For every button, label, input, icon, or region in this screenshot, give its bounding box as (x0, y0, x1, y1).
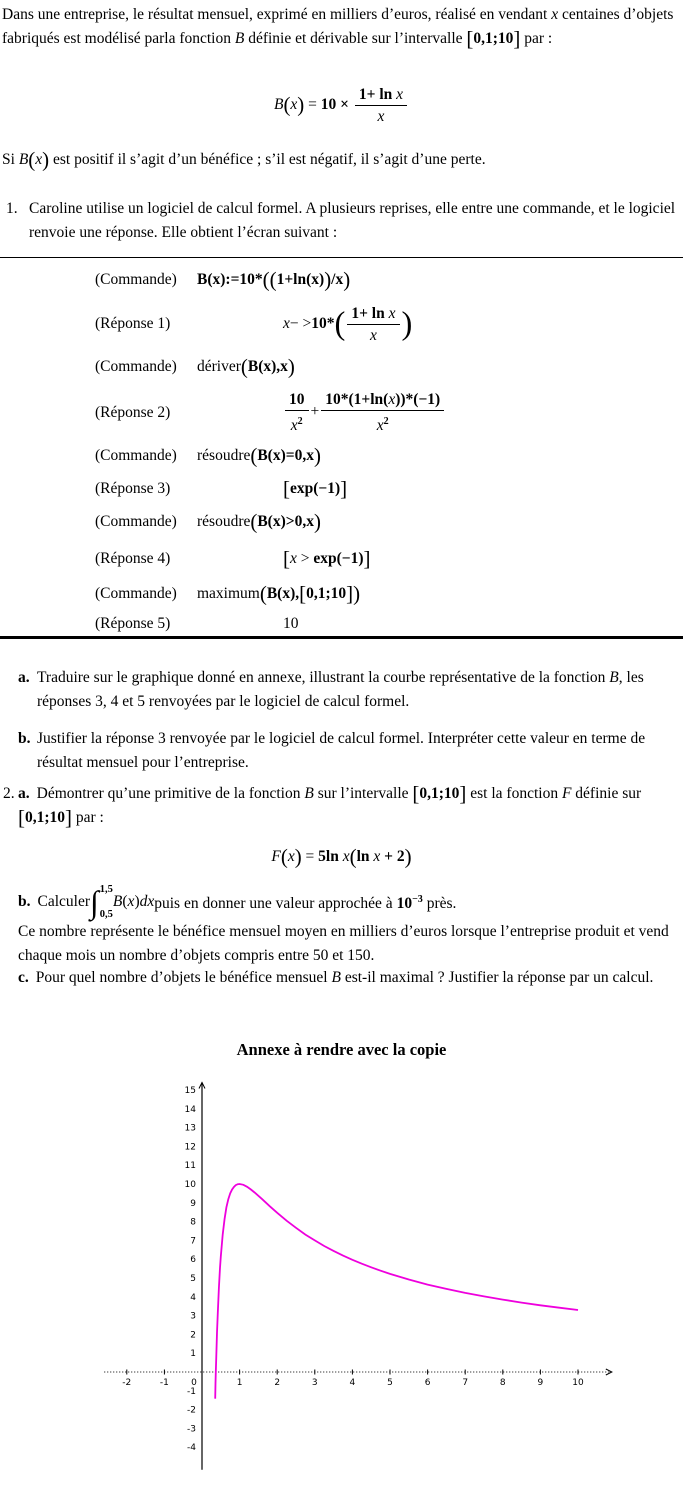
text-run: x (551, 6, 559, 23)
y-tick-label: 8 (190, 1217, 196, 1228)
text-run: − > (289, 314, 312, 332)
fraction-denominator (285, 411, 309, 436)
y-tick-label: 3 (190, 1311, 196, 1322)
formula-F-text (271, 844, 412, 869)
text-run: 10*(1+ln( (325, 391, 389, 409)
text-run: ] (363, 546, 371, 571)
response-2-fraction-2 (321, 389, 444, 436)
response-4-formula (283, 547, 370, 571)
integral-body (113, 890, 154, 914)
screen-bottom-rule (0, 636, 683, 639)
text-run: 10 × (320, 96, 353, 114)
y-tick-label: 2 (190, 1330, 196, 1341)
text-run: ) (313, 509, 321, 534)
command-derive-formula (197, 355, 295, 379)
y-tick-label: 11 (184, 1161, 196, 1172)
text-run: ] (459, 781, 467, 806)
open-paren: ( (334, 305, 346, 342)
x-tick-label: 9 (537, 1378, 544, 1388)
text-run: −3 (412, 893, 423, 905)
text-run: Caroline utilise un logiciel de calcul formel. A plusieurs reprises, elle entre une commande, et le logiciel renvoie une réponse. Elle obtient l’écran suivant : (29, 200, 676, 241)
y-tick-label: 1 (190, 1349, 196, 1360)
response-5-formula (283, 612, 299, 636)
question-2c (18, 966, 673, 990)
text-run: Calculer (37, 893, 91, 910)
y-tick-label: -1 (187, 1386, 196, 1397)
command-label: (Commande) (95, 447, 177, 464)
software-row-response-3 (95, 474, 670, 504)
question-1-text (29, 200, 675, 241)
text-run: Pour quel nombre d’objets le bénéfice mensuel (35, 969, 332, 986)
text-run: maximum (197, 585, 260, 602)
fraction-numerator (347, 303, 399, 325)
text-run: dériver (197, 358, 241, 375)
response-1-fraction (347, 303, 399, 346)
y-tick-label: 5 (190, 1274, 196, 1284)
text-run: B(x)>0,x (257, 513, 314, 530)
text-run: x (287, 848, 295, 865)
question-2-number: 2. (3, 785, 15, 802)
question-2b-letter: b. (18, 893, 31, 910)
response-3-formula (283, 477, 347, 501)
software-row-command-solve-eq (95, 442, 670, 470)
text-run: ] (513, 26, 521, 51)
text-run: x (283, 314, 290, 332)
text-run: B(x), (266, 585, 300, 602)
text-run: ))*(−1) (395, 391, 441, 409)
text-run: ( (349, 844, 357, 869)
text-run: puis en donner une valeur approchée à (154, 895, 397, 913)
text-run: 10 (396, 895, 413, 913)
response-1-formula (283, 303, 412, 346)
question-1a-text (37, 669, 644, 710)
question-2a-text (18, 781, 642, 830)
text-run: 10 (289, 391, 305, 409)
software-row-response-4 (95, 544, 670, 574)
text-run: exp(−1) (313, 550, 364, 567)
intro-paragraph (2, 3, 681, 51)
text-run: [ (283, 546, 290, 571)
text-run: 0,1;10 (24, 809, 66, 826)
text-run: x (289, 550, 297, 567)
x-tick-label: 2 (274, 1378, 281, 1388)
question-1a-letter: a. (18, 669, 30, 686)
response-2-formula (283, 389, 446, 436)
text-run: ] (340, 476, 348, 501)
text-run: ) (353, 581, 361, 606)
y-tick-label: 12 (184, 1142, 196, 1153)
text-run: ) (343, 267, 351, 292)
x-tick-label: -2 (122, 1378, 132, 1388)
text-run: B (18, 151, 29, 168)
text-run: 0,1;10 (419, 785, 460, 802)
text-run: ) (42, 147, 50, 172)
y-tick-label: 9 (190, 1198, 196, 1209)
software-row-command-define (95, 266, 670, 294)
text-run: ln (356, 848, 374, 865)
command-label: (Commande) (95, 513, 177, 530)
text-run: /x (331, 271, 344, 288)
command-define-formula (197, 268, 350, 292)
question-1 (6, 197, 683, 245)
question-1b-text (37, 730, 645, 771)
x-tick-label: 4 (349, 1378, 356, 1388)
ce-nombre-paragraph (18, 920, 678, 968)
text-run: ( (280, 844, 288, 869)
close-paren: ) (401, 305, 413, 342)
text-run: ] (65, 805, 72, 830)
command-label: (Commande) (95, 271, 177, 288)
integral-expression (90, 883, 113, 921)
text-run: centaines d’objets fabriqués est modélisé parla fonction (2, 6, 674, 47)
command-maximum-formula (197, 582, 360, 606)
text-run: [ (466, 26, 474, 51)
response-2-label: (Réponse 2) (95, 404, 171, 421)
text-run: F (271, 848, 281, 865)
fraction-denominator (321, 411, 444, 436)
text-run: B(x)=0,x (257, 447, 314, 464)
text-run: est-il maximal ? Justifier la réponse par un calcul. (340, 969, 654, 986)
text-run: x (127, 893, 135, 910)
text-run: (( (262, 267, 277, 292)
text-run: 2 (383, 416, 389, 428)
command-label: (Commande) (95, 358, 177, 375)
text-run: 10 (283, 615, 299, 632)
x-tick-label: 3 (311, 1378, 318, 1388)
fraction-denominator (355, 106, 407, 127)
y-tick-label: 7 (190, 1236, 196, 1247)
text-run: 0,1;10 (306, 585, 347, 602)
text-run: 1+ ln (358, 86, 397, 103)
text-run: 10* (311, 314, 335, 332)
question-2a (3, 781, 680, 830)
text-run: dx (139, 893, 155, 910)
x-tick-label: 10 (572, 1378, 584, 1388)
text-run: Justifier la réponse 3 renvoyée par le logiciel de calcul formel. Interpréter cette valeur en terme de résultat mensuel pour l’entreprise. (37, 730, 646, 771)
y-tick-label: -3 (187, 1424, 196, 1435)
x-tick-label: 8 (499, 1378, 506, 1388)
text-run: ( (283, 92, 291, 117)
text-run: + 2 (380, 848, 405, 865)
text-run: est la fonction (466, 785, 562, 802)
text-run: F (561, 785, 572, 802)
software-row-response-2 (95, 386, 670, 440)
question-2b-pre (38, 890, 91, 914)
text-run: B(x):=10* (197, 271, 263, 288)
text-run: 5ln (318, 848, 343, 865)
text-run: x (388, 304, 396, 322)
text-run: x (377, 108, 385, 125)
command-solve-ineq-formula (197, 510, 321, 534)
text-run: sur l’intervalle (313, 785, 413, 802)
question-2b-post (154, 888, 456, 916)
text-run: 1+ln(x) (276, 271, 325, 288)
text-run: ( (259, 581, 267, 606)
intro-text (2, 6, 674, 51)
y-tick-label: -4 (187, 1443, 196, 1454)
screen-top-rule (0, 257, 683, 258)
text-run: B (112, 893, 123, 910)
text-run: ( (122, 893, 128, 910)
text-run: B (304, 785, 314, 802)
text-run: résoudre (197, 513, 251, 530)
text-run: est positif il s’agit d’un bénéfice ; s’il est négatif, il s’agit d’une perte. (49, 151, 486, 168)
annexe-graph (0, 1065, 683, 1494)
text-run: [ (412, 781, 420, 806)
question-1-number: 1. (6, 200, 18, 217)
text-run: par : (520, 30, 553, 47)
y-tick-label: 4 (190, 1292, 196, 1303)
text-run: x (396, 86, 404, 103)
formula-B-lhs (273, 92, 353, 117)
text-run: ) (134, 893, 140, 910)
formula-F (0, 845, 683, 869)
text-run: ) (297, 92, 305, 117)
text-run: , les réponses 3, 4 et 5 renvoyées par le logiciel de calcul formel. (37, 669, 644, 710)
text-run: ) (404, 844, 412, 869)
response-4-label: (Réponse 4) (95, 550, 171, 567)
text-run: Ce nombre représente le bénéfice mensuel moyen en milliers d’euros lorsque l’entreprise produit et vend chaque mois un nombre d’objets compris entre 50 et 150. (18, 923, 669, 964)
text-run: x (342, 848, 350, 865)
text-run: 1+ ln (351, 304, 389, 322)
text-run: Si (2, 151, 19, 168)
text-run: ( (250, 509, 258, 534)
text-run: résoudre (197, 447, 251, 464)
text-run: [ (18, 805, 25, 830)
software-row-command-maximum (95, 578, 670, 610)
software-row-response-1 (95, 298, 670, 350)
question-2c-letter: c. (18, 969, 29, 986)
text-run: B (609, 669, 619, 686)
benefice-perte-line (2, 148, 681, 172)
text-run: Traduire sur le graphique donné en annexe, illustrant la courbe représentative de la fonction (37, 669, 610, 686)
y-tick-label: 6 (190, 1255, 196, 1266)
text-run: x (388, 391, 396, 409)
text-run: B (273, 96, 284, 114)
text-run: ( (250, 443, 258, 468)
integral-bounds (100, 884, 113, 920)
question-1b (18, 727, 683, 775)
question-1a (18, 666, 683, 714)
question-2b (18, 882, 678, 922)
text-run: [ (299, 581, 307, 606)
text-run: ) (294, 844, 302, 869)
text-run: près. (422, 895, 457, 913)
command-label: (Commande) (95, 585, 177, 602)
software-row-command-solve-ineq (95, 508, 670, 536)
software-row-command-derive (95, 352, 670, 382)
text-run: Démontrer qu’une primitive de la fonction (36, 785, 305, 802)
text-run: x (290, 96, 298, 114)
text-run: x (35, 151, 43, 168)
fraction-numerator (321, 389, 444, 411)
text-run: ) (313, 443, 321, 468)
response-3-label: (Réponse 3) (95, 480, 171, 497)
integral-upper-bound: 1,5 (99, 884, 113, 895)
text-run: ] (346, 581, 354, 606)
text-run: x (373, 848, 381, 865)
text-run: définie et dérivable sur l’intervalle (244, 30, 467, 47)
text-run: x (290, 417, 298, 435)
text-run: = (304, 96, 321, 114)
text-run: = (301, 848, 319, 865)
text-run: B (234, 30, 245, 47)
software-row-response-5 (95, 614, 670, 634)
y-tick-label: 15 (184, 1086, 196, 1096)
formula-B-fraction (355, 84, 407, 127)
y-tick-label: -2 (187, 1405, 196, 1416)
text-run: > (296, 550, 314, 567)
x-tick-label: 1 (236, 1378, 243, 1388)
text-run: par : (71, 809, 104, 826)
response-5-label: (Réponse 5) (95, 615, 171, 632)
ce-nombre-text (18, 923, 669, 964)
text-run: ) (324, 267, 332, 292)
formula-B (0, 84, 683, 127)
y-tick-label: 10 (184, 1180, 196, 1190)
x-tick-label: 7 (462, 1378, 469, 1388)
response-1-prefix (283, 315, 335, 332)
curve-B (215, 1184, 578, 1399)
response-1-label: (Réponse 1) (95, 315, 171, 332)
text-run: exp(−1) (289, 480, 341, 497)
text-run: définie sur (571, 785, 642, 802)
benefice-perte-text (2, 147, 486, 172)
question-1b-letter: b. (18, 730, 31, 747)
question-2c-text (36, 969, 654, 986)
text-run: x (376, 417, 384, 435)
fraction-denominator (347, 325, 399, 346)
command-solve-eq-formula (197, 444, 321, 468)
integral-lower-bound: 0,5 (99, 909, 113, 920)
text-run: ) (287, 354, 295, 379)
x-tick-label: -1 (159, 1378, 169, 1388)
plus-sign: + (310, 403, 320, 421)
text-run: 2 (297, 416, 303, 428)
integral-icon: ∫ (90, 884, 99, 920)
annexe-title: Annexe à rendre avec la copie (236, 1040, 447, 1059)
y-tick-label: 14 (184, 1104, 196, 1115)
text-run: ( (240, 354, 248, 379)
response-2-fraction-1 (285, 389, 309, 436)
x-tick-label: 6 (424, 1378, 431, 1388)
x-tick-label: 0 (191, 1378, 197, 1388)
x-tick-label: 5 (387, 1378, 393, 1388)
text-run: Dans une entreprise, le résultat mensuel, exprimé en milliers d’euros, réalisé en vendant (2, 6, 552, 23)
fraction-numerator (285, 389, 309, 411)
text-run: 0,1;10 (473, 30, 514, 47)
fraction-numerator (355, 84, 407, 106)
text-run: ( (28, 147, 36, 172)
question-2a-letter: a. (18, 785, 30, 802)
text-run: x (369, 326, 377, 344)
text-run: B (331, 969, 341, 986)
text-run: [ (283, 476, 290, 501)
text-run: B(x),x (247, 358, 288, 375)
y-tick-label: 13 (184, 1123, 196, 1134)
